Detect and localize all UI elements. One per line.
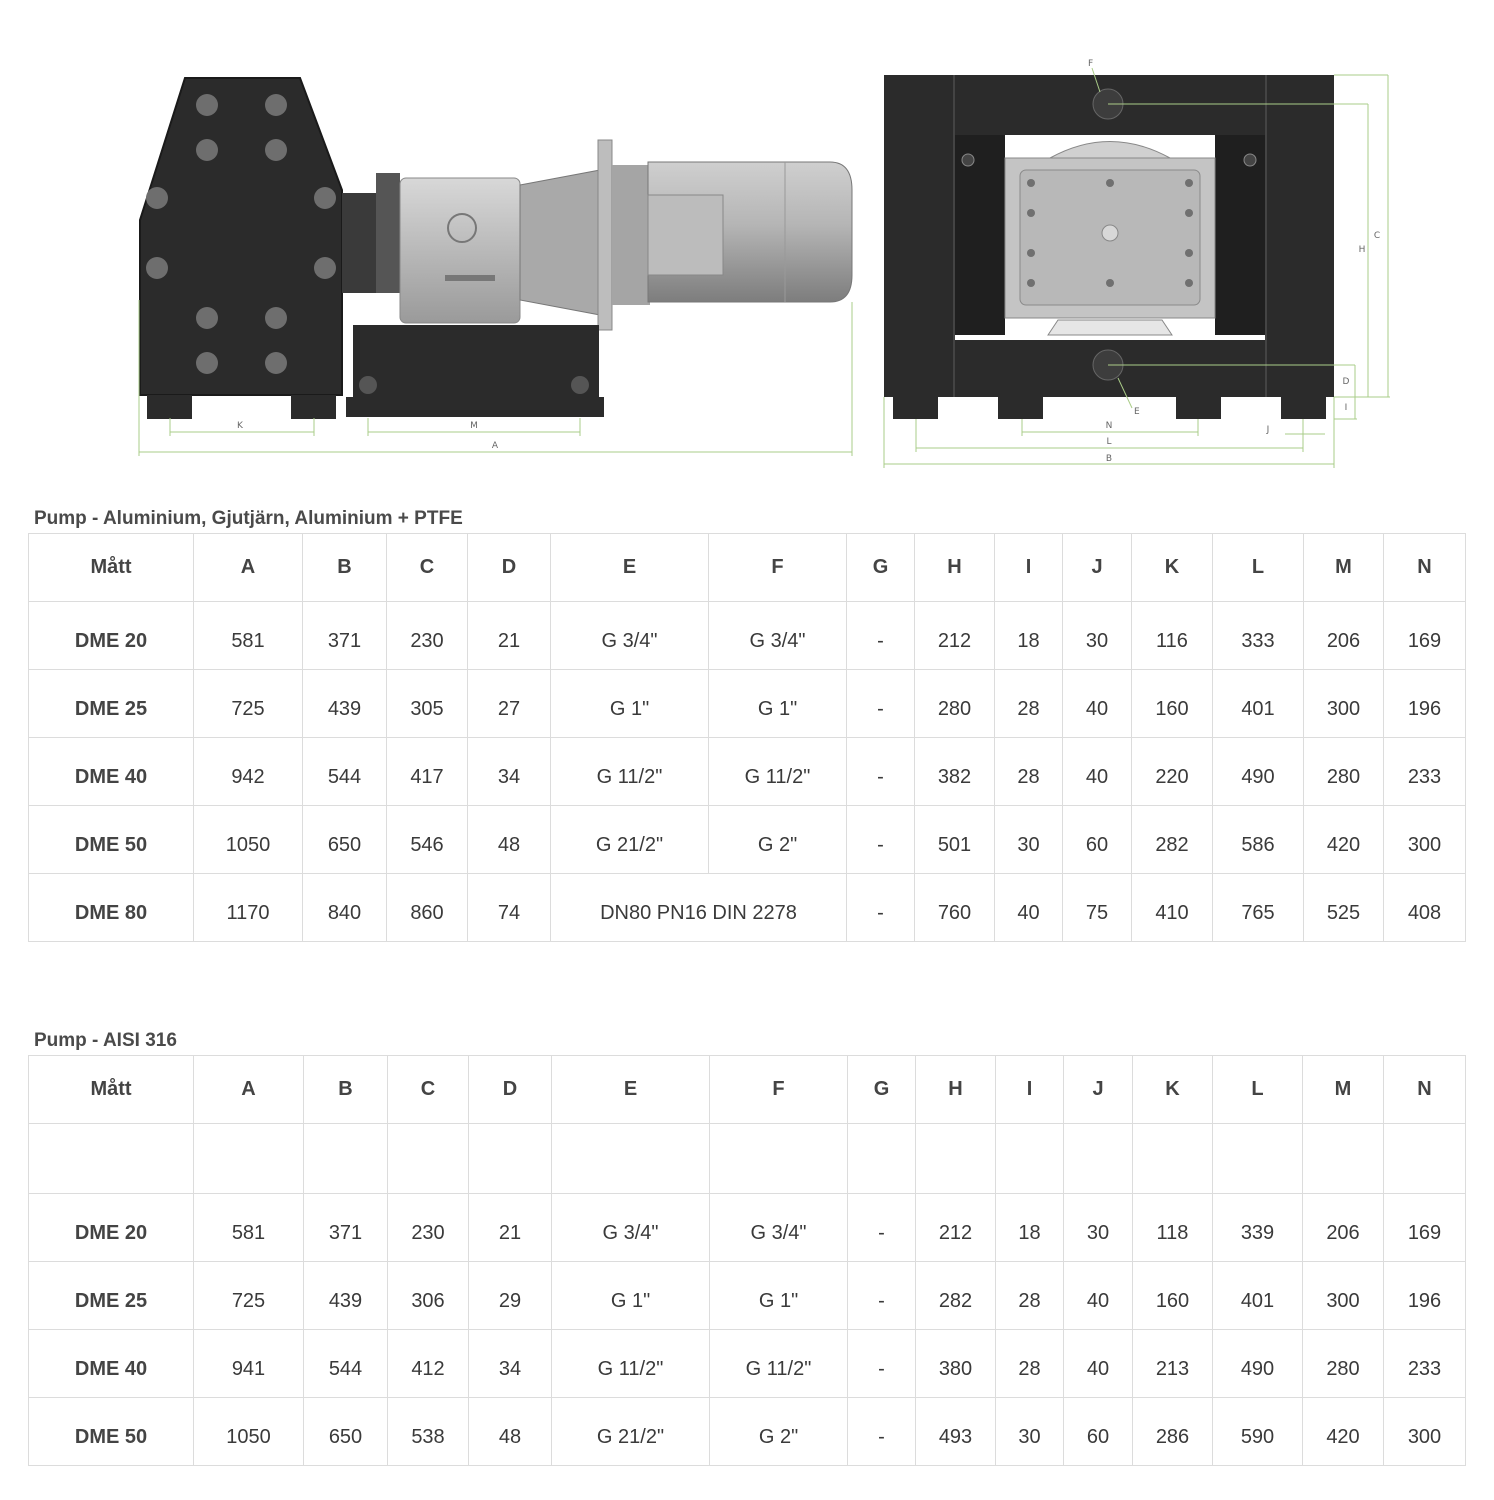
header-cell: Mått bbox=[29, 1056, 194, 1124]
table-cell: 300 bbox=[1303, 1262, 1384, 1330]
table-cell: G 2" bbox=[710, 1398, 848, 1466]
header-cell: G bbox=[847, 534, 915, 602]
empty-cell bbox=[552, 1124, 710, 1194]
table-cell: 1050 bbox=[194, 1398, 304, 1466]
header-cell: I bbox=[996, 1056, 1064, 1124]
table-cell: 590 bbox=[1213, 1398, 1303, 1466]
table-cell: G 21/2" bbox=[551, 806, 709, 874]
table-cell: 30 bbox=[1064, 1194, 1133, 1262]
dim-label-j: J bbox=[1266, 425, 1270, 435]
table-cell: 40 bbox=[1063, 738, 1132, 806]
table-cell: - bbox=[848, 1330, 916, 1398]
header-cell: D bbox=[468, 534, 551, 602]
table-cell: 401 bbox=[1213, 1262, 1303, 1330]
empty-cell bbox=[916, 1124, 996, 1194]
row-label: DME 20 bbox=[29, 602, 194, 670]
table-cell: 490 bbox=[1213, 738, 1304, 806]
table-cell: - bbox=[848, 1262, 916, 1330]
table-row-empty bbox=[29, 1124, 1466, 1194]
table-cell: 40 bbox=[995, 874, 1063, 942]
table-cell: 371 bbox=[304, 1194, 388, 1262]
table-cell: 280 bbox=[1303, 1330, 1384, 1398]
table-row bbox=[29, 1262, 1466, 1330]
header-cell: A bbox=[194, 1056, 304, 1124]
header-cell: I bbox=[995, 534, 1063, 602]
table-cell: 196 bbox=[1384, 670, 1466, 738]
table-cell: 765 bbox=[1213, 874, 1304, 942]
table-row bbox=[29, 806, 1466, 874]
empty-cell bbox=[469, 1124, 552, 1194]
header-cell: L bbox=[1213, 534, 1304, 602]
dimensions-table-aisi316 bbox=[28, 1055, 1466, 1466]
table-cell: 410 bbox=[1132, 874, 1213, 942]
table-cell: 206 bbox=[1304, 602, 1384, 670]
header-cell: A bbox=[194, 534, 303, 602]
dim-label-i: I bbox=[1344, 403, 1348, 413]
row-label: DME 40 bbox=[29, 1330, 194, 1398]
header-cell: L bbox=[1213, 1056, 1303, 1124]
table-cell: 30 bbox=[995, 806, 1063, 874]
header-cell: E bbox=[551, 534, 709, 602]
table-cell: 300 bbox=[1384, 1398, 1466, 1466]
row-label: DME 50 bbox=[29, 806, 194, 874]
table-cell: 30 bbox=[1063, 602, 1132, 670]
table-cell: 18 bbox=[995, 602, 1063, 670]
empty-cell bbox=[1384, 1124, 1466, 1194]
table-cell: 581 bbox=[194, 1194, 304, 1262]
table-cell: 725 bbox=[194, 1262, 304, 1330]
table-cell: G 3/4" bbox=[552, 1194, 710, 1262]
table-cell: 30 bbox=[996, 1398, 1064, 1466]
table-cell: 160 bbox=[1132, 670, 1213, 738]
table-cell: G 2" bbox=[709, 806, 847, 874]
header-cell: H bbox=[916, 1056, 996, 1124]
pump-body bbox=[140, 78, 342, 395]
table-cell: 1170 bbox=[194, 874, 303, 942]
header-cell: D bbox=[469, 1056, 552, 1124]
table-row bbox=[29, 602, 1466, 670]
dim-label-d: D bbox=[1342, 377, 1350, 387]
table-cell: 581 bbox=[194, 602, 303, 670]
table-title-aluminium: Pump - Aluminium, Gjutjärn, Aluminium + PTFE bbox=[34, 508, 463, 529]
empty-cell bbox=[194, 1124, 304, 1194]
table-cell: 233 bbox=[1384, 1330, 1466, 1398]
dim-label-a: A bbox=[491, 441, 499, 451]
table-cell: 1050 bbox=[194, 806, 303, 874]
table-cell: 544 bbox=[303, 738, 387, 806]
empty-cell bbox=[710, 1124, 848, 1194]
table-cell: 501 bbox=[915, 806, 995, 874]
table-cell: 74 bbox=[468, 874, 551, 942]
table-cell: G 21/2" bbox=[552, 1398, 710, 1466]
header-cell: B bbox=[303, 534, 387, 602]
table-cell: 169 bbox=[1384, 1194, 1466, 1262]
table-cell: 439 bbox=[304, 1262, 388, 1330]
empty-cell bbox=[848, 1124, 916, 1194]
table-cell: 493 bbox=[916, 1398, 996, 1466]
row-label: DME 50 bbox=[29, 1398, 194, 1466]
table-cell: 230 bbox=[388, 1194, 469, 1262]
header-cell: G bbox=[848, 1056, 916, 1124]
row-label: DME 40 bbox=[29, 738, 194, 806]
side-view bbox=[139, 78, 852, 456]
table-cell: - bbox=[847, 738, 915, 806]
table-cell: 408 bbox=[1384, 874, 1466, 942]
table-row bbox=[29, 1398, 1466, 1466]
table-cell: 725 bbox=[194, 670, 303, 738]
header-cell: C bbox=[388, 1056, 469, 1124]
table-cell: 280 bbox=[1304, 738, 1384, 806]
table-cell-merged: DN80 PN16 DIN 2278 bbox=[551, 874, 847, 942]
table-cell: 40 bbox=[1064, 1262, 1133, 1330]
table-cell: 650 bbox=[304, 1398, 388, 1466]
table-cell: 280 bbox=[915, 670, 995, 738]
table-cell: 300 bbox=[1304, 670, 1384, 738]
dim-label-e: E bbox=[1134, 407, 1140, 417]
table-cell: G 1" bbox=[552, 1262, 710, 1330]
table-row bbox=[29, 1194, 1466, 1262]
table-cell: 48 bbox=[468, 806, 551, 874]
header-cell: K bbox=[1133, 1056, 1213, 1124]
header-cell: N bbox=[1384, 534, 1466, 602]
table-cell: 840 bbox=[303, 874, 387, 942]
table-cell: 118 bbox=[1133, 1194, 1213, 1262]
empty-cell bbox=[1133, 1124, 1213, 1194]
row-label: DME 80 bbox=[29, 874, 194, 942]
empty-cell bbox=[1213, 1124, 1303, 1194]
table-cell: 40 bbox=[1063, 670, 1132, 738]
dim-label-b: B bbox=[1105, 454, 1113, 464]
table-cell: G 3/4" bbox=[551, 602, 709, 670]
table-cell: G 11/2" bbox=[551, 738, 709, 806]
table-row bbox=[29, 738, 1466, 806]
table-cell: 212 bbox=[916, 1194, 996, 1262]
table-cell: 300 bbox=[1384, 806, 1466, 874]
header-cell: F bbox=[709, 534, 847, 602]
table-cell: G 3/4" bbox=[709, 602, 847, 670]
table-cell: 60 bbox=[1063, 806, 1132, 874]
table-cell: 942 bbox=[194, 738, 303, 806]
empty-cell bbox=[29, 1124, 194, 1194]
empty-cell bbox=[996, 1124, 1064, 1194]
table-cell: G 1" bbox=[709, 670, 847, 738]
front-view bbox=[884, 59, 1390, 468]
table-cell: 18 bbox=[996, 1194, 1064, 1262]
header-cell: H bbox=[915, 534, 995, 602]
pump-dimension-drawing bbox=[0, 0, 1494, 490]
header-cell: N bbox=[1384, 1056, 1466, 1124]
empty-cell bbox=[304, 1124, 388, 1194]
table-cell: 28 bbox=[995, 738, 1063, 806]
empty-cell bbox=[1064, 1124, 1133, 1194]
table-cell: - bbox=[847, 874, 915, 942]
header-cell: M bbox=[1304, 534, 1384, 602]
table-cell: 401 bbox=[1213, 670, 1304, 738]
table-row bbox=[29, 874, 1466, 942]
row-label: DME 25 bbox=[29, 670, 194, 738]
table-cell: 48 bbox=[469, 1398, 552, 1466]
table-cell: 28 bbox=[996, 1330, 1064, 1398]
table-cell: 544 bbox=[304, 1330, 388, 1398]
table-cell: 412 bbox=[388, 1330, 469, 1398]
dim-label-h: H bbox=[1358, 245, 1366, 255]
table-cell: - bbox=[847, 806, 915, 874]
table-row bbox=[29, 1330, 1466, 1398]
table-cell: 380 bbox=[916, 1330, 996, 1398]
table-cell: 760 bbox=[915, 874, 995, 942]
table-cell: 282 bbox=[1132, 806, 1213, 874]
table-cell: - bbox=[848, 1194, 916, 1262]
table-cell: 306 bbox=[388, 1262, 469, 1330]
table-cell: 490 bbox=[1213, 1330, 1303, 1398]
header-cell: F bbox=[710, 1056, 848, 1124]
table-cell: 21 bbox=[469, 1194, 552, 1262]
dim-label-k: K bbox=[237, 421, 243, 431]
table-cell: 213 bbox=[1133, 1330, 1213, 1398]
table-cell: 860 bbox=[387, 874, 468, 942]
header-cell: J bbox=[1064, 1056, 1133, 1124]
dim-label-m: M bbox=[470, 421, 478, 431]
table-cell: 538 bbox=[388, 1398, 469, 1466]
table-cell: 60 bbox=[1064, 1398, 1133, 1466]
table-cell: 75 bbox=[1063, 874, 1132, 942]
table-cell: 420 bbox=[1304, 806, 1384, 874]
table-cell: G 11/2" bbox=[710, 1330, 848, 1398]
table-cell: 420 bbox=[1303, 1398, 1384, 1466]
table-cell: 160 bbox=[1133, 1262, 1213, 1330]
table-cell: - bbox=[848, 1398, 916, 1466]
table-cell: 941 bbox=[194, 1330, 304, 1398]
table-cell: 34 bbox=[468, 738, 551, 806]
row-label: DME 20 bbox=[29, 1194, 194, 1262]
table-row bbox=[29, 670, 1466, 738]
table-cell: 382 bbox=[915, 738, 995, 806]
table-cell: 650 bbox=[303, 806, 387, 874]
table-cell: G 11/2" bbox=[709, 738, 847, 806]
empty-cell bbox=[388, 1124, 469, 1194]
header-cell: M bbox=[1303, 1056, 1384, 1124]
table-cell: 233 bbox=[1384, 738, 1466, 806]
header-cell: C bbox=[387, 534, 468, 602]
table-cell: 212 bbox=[915, 602, 995, 670]
table-title-aisi316: Pump - AISI 316 bbox=[34, 1030, 177, 1051]
table-cell: 230 bbox=[387, 602, 468, 670]
table-cell: 196 bbox=[1384, 1262, 1466, 1330]
table-header-row bbox=[29, 1056, 1466, 1124]
table-cell: 28 bbox=[995, 670, 1063, 738]
table-cell: 339 bbox=[1213, 1194, 1303, 1262]
table-header-row bbox=[29, 534, 1466, 602]
dimensions-table-aluminium bbox=[28, 533, 1466, 942]
table-cell: 333 bbox=[1213, 602, 1304, 670]
table-cell: 116 bbox=[1132, 602, 1213, 670]
table-cell: 282 bbox=[916, 1262, 996, 1330]
header-cell: E bbox=[552, 1056, 710, 1124]
table-cell: 206 bbox=[1303, 1194, 1384, 1262]
table-cell: 40 bbox=[1064, 1330, 1133, 1398]
table-cell: 21 bbox=[468, 602, 551, 670]
table-cell: 586 bbox=[1213, 806, 1304, 874]
table-cell: G 11/2" bbox=[552, 1330, 710, 1398]
dim-label-l: L bbox=[1106, 437, 1112, 447]
header-cell: Mått bbox=[29, 534, 194, 602]
empty-cell bbox=[1303, 1124, 1384, 1194]
table-cell: 27 bbox=[468, 670, 551, 738]
dim-label-n: N bbox=[1105, 421, 1113, 431]
table-cell: 439 bbox=[303, 670, 387, 738]
dim-label-f: F bbox=[1088, 59, 1094, 69]
table-cell: 546 bbox=[387, 806, 468, 874]
table-cell: - bbox=[847, 602, 915, 670]
table-cell: 417 bbox=[387, 738, 468, 806]
table-cell: - bbox=[847, 670, 915, 738]
header-cell: J bbox=[1063, 534, 1132, 602]
dim-label-c: C bbox=[1373, 231, 1381, 241]
table-cell: G 3/4" bbox=[710, 1194, 848, 1262]
header-cell: B bbox=[304, 1056, 388, 1124]
table-cell: 169 bbox=[1384, 602, 1466, 670]
table-cell: 525 bbox=[1304, 874, 1384, 942]
table-cell: G 1" bbox=[710, 1262, 848, 1330]
table-cell: 34 bbox=[469, 1330, 552, 1398]
table-cell: 29 bbox=[469, 1262, 552, 1330]
table-cell: 28 bbox=[996, 1262, 1064, 1330]
header-cell: K bbox=[1132, 534, 1213, 602]
table-cell: 286 bbox=[1133, 1398, 1213, 1466]
table-cell: G 1" bbox=[551, 670, 709, 738]
table-cell: 220 bbox=[1132, 738, 1213, 806]
row-label: DME 25 bbox=[29, 1262, 194, 1330]
table-cell: 305 bbox=[387, 670, 468, 738]
table-cell: 371 bbox=[303, 602, 387, 670]
